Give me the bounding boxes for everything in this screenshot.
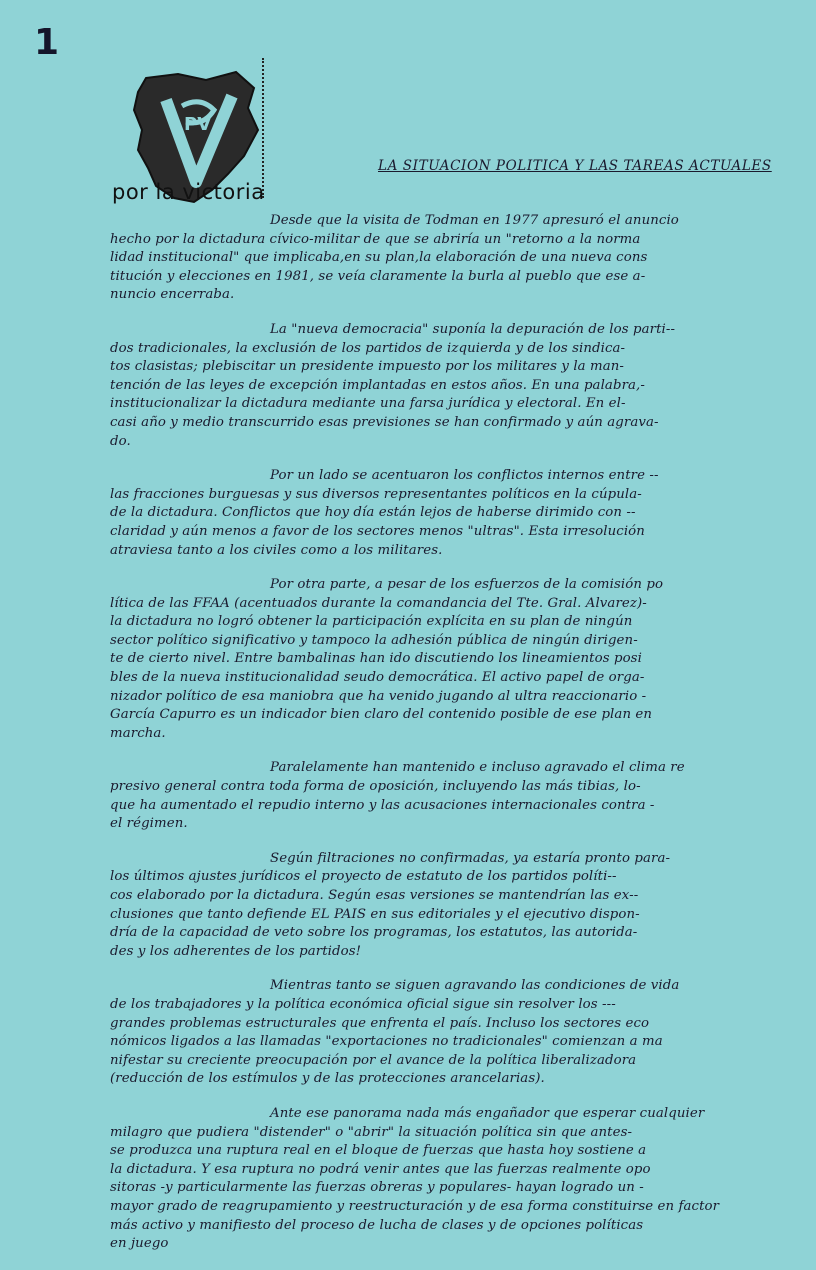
text-line: presivo general contra toda forma de oposición, incluyendo las más tibias, lo-	[110, 779, 641, 795]
text-line: nuncio encerraba.	[110, 287, 235, 303]
text-line: de la dictadura. Conflictos que hoy día están lejos de haberse dirimido con --	[110, 505, 636, 521]
text-line: sitoras -y particularmente las fuerzas obreras y populares- hayan logrado un -	[110, 1180, 644, 1196]
text-line: te de cierto nivel. Entre bambalinas han ido discutiendo los lineamientos posi	[110, 651, 642, 667]
text-line: sector político significativo y tampoco la adhesión pública de ningún dirigen-	[110, 632, 638, 648]
text-line: milagro que pudiera "distender" o "abrir" la situación política sin que antes-	[110, 1124, 633, 1140]
text-line: García Capurro es un indicador bien claro del contenido posible de ese plan en	[110, 707, 653, 723]
text-line: clusiones que tanto defiende EL PAIS en sus editoriales y el ejecutivo dispon-	[110, 906, 640, 922]
text-line: las fracciones burguesas y sus diversos representantes políticos en la cúpula-	[110, 486, 642, 502]
paragraph	[110, 977, 752, 1089]
document-body	[110, 212, 752, 1270]
text-line: los últimos ajustes jurídicos el proyecto de estatuto de los partidos políti--	[110, 869, 617, 885]
paragraph	[110, 212, 752, 305]
text-line: dos tradicionales, la exclusión de los partidos de izquierda y de los sindica-	[110, 340, 626, 356]
text-line: nómicos ligados a las llamadas "exportaciones no tradicionales" comienzan a ma	[110, 1034, 663, 1050]
text-line: Paralelamente han mantenido e incluso agravado el clima re	[270, 760, 685, 776]
text-line: claridad y aún menos a favor de los sectores menos "ultras". Esta irresolución	[110, 523, 645, 539]
text-line: nizador político de esa maniobra que ha venido jugando al ultra reaccionario -	[110, 688, 647, 704]
text-line: de los trabajadores y la política económica oficial sigue sin resolver los ---	[110, 996, 616, 1012]
text-line: titución y elecciones en 1981, se veía claramente la burla al pueblo que ese a-	[110, 268, 646, 284]
text-line: Desde que la visita de Todman en 1977 apresuró el anuncio	[270, 213, 679, 228]
text-line: Mientras tanto se siguen agravando las condiciones de vida	[270, 978, 680, 994]
text-line: la dictadura. Y esa ruptura no podrá venir antes que las fuerzas realmente opo	[110, 1161, 651, 1177]
text-line: que ha aumentado el repudio interno y las acusaciones internacionales contra -	[110, 797, 655, 813]
text-line: dría de la capacidad de veto sobre los programas, los estatutos, las autorida-	[110, 925, 638, 941]
logo-caption: por la victoria	[112, 180, 265, 204]
text-line: grandes problemas estructurales que enfrenta el país. Incluso los sectores eco	[110, 1015, 650, 1031]
text-line: mayor grado de reagrupamiento y reestructuración y de esa forma constituirse en factor	[110, 1198, 720, 1214]
text-line: institucionalizar la dictadura mediante una farsa jurídica y electoral. En el-	[110, 396, 626, 412]
text-line: tención de las leyes de excepción implantadas en estos años. En una palabra,-	[110, 377, 645, 393]
text-line: cos elaborado por la dictadura. Según esas versiones se mantendrían las ex--	[110, 888, 639, 903]
text-line: La "nueva democracia" suponía la depuración de los parti--	[270, 321, 676, 337]
text-line: casi año y medio transcurrido esas previsiones se han confirmado y aún agrava-	[110, 414, 659, 430]
paragraph	[110, 850, 752, 962]
text-line: lidad institucional" que implicaba,en su plan,la elaboración de una nueva cons	[110, 250, 648, 266]
document-title: LA SITUACION POLITICA Y LAS TAREAS ACTUALES	[378, 158, 772, 174]
text-line: atraviesa tanto a los civiles como a los militares.	[110, 542, 443, 558]
text-line: Según filtraciones no confirmadas, ya estaría pronto para-	[270, 850, 671, 866]
text-line: el régimen.	[110, 816, 188, 832]
text-line: Por otra parte, a pesar de los esfuerzos de la comisión po	[270, 577, 664, 593]
text-line: más activo y manifiesto del proceso de lucha de clases y de opciones políticas	[110, 1217, 644, 1233]
text-line: (reducción de los estímulos y de las protecciones arancelarias).	[110, 1071, 545, 1087]
text-line: tos clasistas; plebiscitar un presidente impuesto por los militares y la man-	[110, 359, 625, 375]
text-line: la dictadura no logró obtener la participación explícita en su plan de ningún	[110, 614, 633, 630]
paragraph	[110, 759, 752, 833]
page-number: 1	[34, 22, 60, 63]
text-line: se produzca una ruptura real en el bloque de fuerzas que hasta hoy sostiene a	[110, 1143, 647, 1159]
paragraph	[110, 467, 752, 560]
text-line: bles de la nueva institucionalidad seudo democrática. El activo papel de orga-	[110, 670, 645, 686]
text-line: en juego	[110, 1236, 169, 1252]
text-line: do.	[110, 433, 131, 449]
text-line: nifestar su creciente preocupación por el avance de la política liberalizadora	[110, 1052, 637, 1068]
text-line: des y los adherentes de los partidos!	[110, 943, 362, 959]
paragraph	[110, 1105, 752, 1254]
paragraph	[110, 576, 752, 743]
paragraph	[110, 321, 752, 451]
header-divider	[262, 58, 265, 198]
text-line: lítica de las FFAA (acentuados durante la comandancia del Tte. Gral. Alvarez)-	[110, 595, 647, 611]
text-line: Ante ese panorama nada más engañador que esperar cualquier	[270, 1105, 705, 1121]
text-line: marcha.	[110, 725, 166, 741]
text-line: Por un lado se acentuaron los conflictos internos entre --	[270, 468, 659, 484]
text-line: hecho por la dictadura cívico-militar de que se abriría un "retorno a la norma	[110, 231, 641, 247]
logo-monogram: PV	[184, 114, 212, 135]
